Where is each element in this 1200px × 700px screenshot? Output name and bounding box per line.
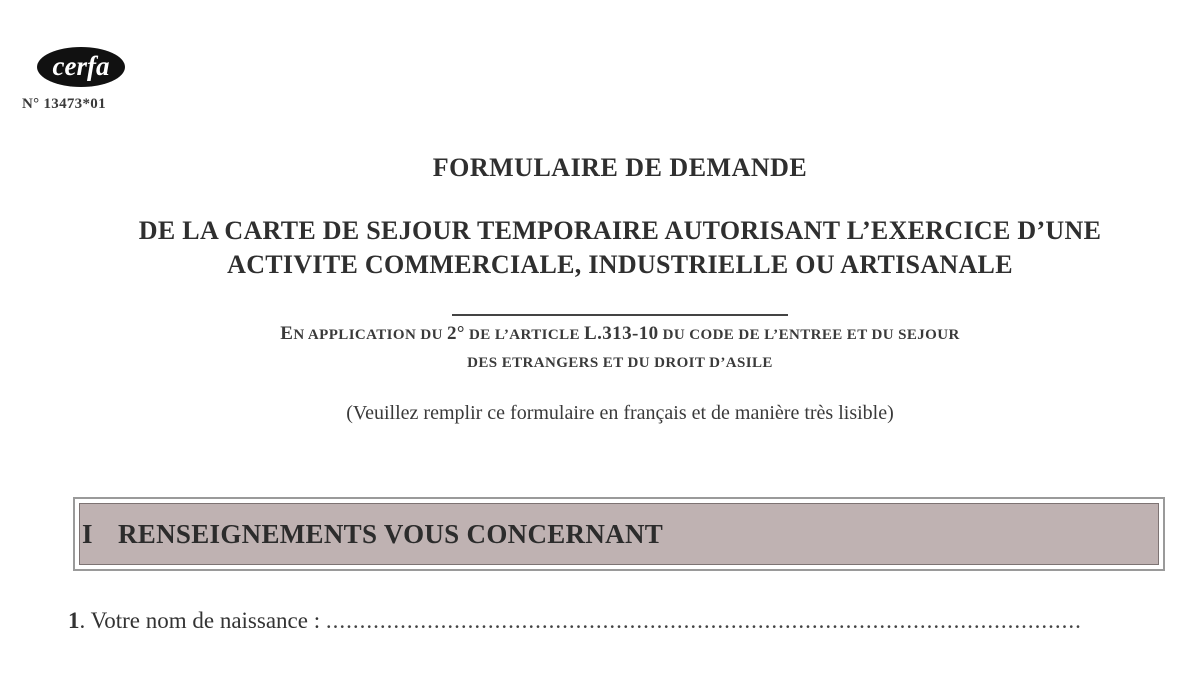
form-number: N° 13473*01 [22,96,106,112]
section-number: I [82,518,93,549]
field-label: . Votre nom de naissance : [79,608,326,633]
form-title: FORMULAIRE DE DEMANDE [432,153,808,182]
section-header-band [79,503,1159,565]
legal-initial: E [280,323,294,344]
legal-article-number: L.313-10 [584,323,659,344]
section-header-personal-info [73,497,1165,571]
form-subtitle-line-1: DE LA CARTE DE SEJOUR TEMPORAIRE AUTORISANT L’EXERCICE D’UNE [138,216,1102,245]
cerfa-logo [36,46,126,88]
field-number: 1 [68,608,80,633]
legal-paragraph-number: 2° [447,323,465,344]
legal-reference-line-1 [0,320,1200,349]
form-subtitle [0,214,1200,282]
legal-text-c: DU CODE DE L’ENTREE ET DU SEJOUR [658,327,960,343]
form-subtitle-line-2: ACTIVITE COMMERCIALE, INDUSTRIELLE OU ARTISANALE [227,250,1013,279]
section-title: RENSEIGNEMENTS VOUS CONCERNANT [118,518,664,549]
legal-text-a: N APPLICATION DU [293,327,447,343]
legal-text-b: DE L’ARTICLE [464,327,585,343]
cerfa-logo-text: cerfa [52,51,110,81]
fill-instruction: (Veuillez remplir ce formulaire en français et de manière très lisible) [346,402,894,424]
field-fill-line[interactable]: ................................................................................................................ [325,608,1082,633]
legal-reference-line-2: DES ETRANGERS ET DU DROIT D’ASILE [467,355,773,371]
title-divider [452,314,788,316]
legal-reference [0,320,1200,377]
field-birth-name[interactable] [68,608,1158,634]
